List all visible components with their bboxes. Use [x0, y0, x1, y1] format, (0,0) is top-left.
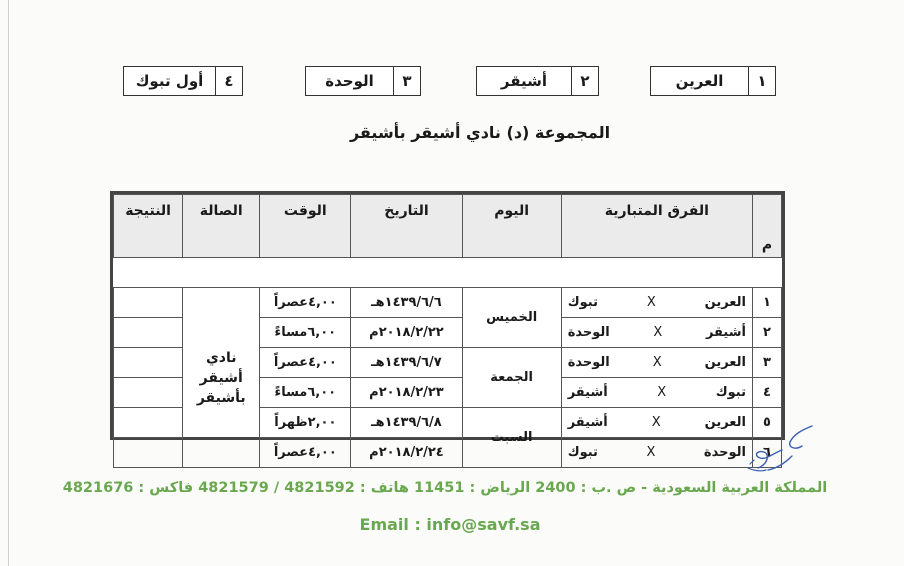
team-number: ٢ — [571, 67, 598, 95]
match-teams — [561, 288, 752, 318]
group-title: المجموعة (د) نادي أشيقر بأشيقر — [349, 123, 611, 142]
team-number: ٤ — [215, 67, 242, 95]
match-teams — [561, 378, 752, 408]
away-team: الوحدة — [567, 355, 610, 370]
result-cell — [114, 288, 183, 318]
match-time: ٦,٠٠مساءً — [260, 318, 351, 348]
result-cell — [114, 378, 183, 408]
match-time: ٤,٠٠عصراً — [260, 288, 351, 318]
date-hijri: ١٤٣٩/٦/٧هـ — [351, 348, 462, 378]
match-number: ٦ — [752, 438, 781, 468]
schedule-table-frame — [110, 191, 785, 460]
date-gregorian: ٢٠١٨/٢/٢٢م — [351, 318, 462, 348]
date-gregorian: ٢٠١٨/٢/٢٤م — [351, 438, 462, 468]
signature — [742, 420, 822, 480]
match-number: ٥ — [752, 408, 781, 438]
vs-mark: X — [652, 355, 662, 370]
vs-mark: X — [651, 415, 661, 430]
match-day: السبت — [462, 408, 561, 468]
result-cell — [114, 438, 183, 468]
match-teams — [561, 438, 752, 468]
match-time: ٦,٠٠مساءً — [260, 378, 351, 408]
table-header-row — [114, 195, 782, 258]
result-cell — [114, 408, 183, 438]
table-row — [114, 288, 782, 318]
table-spacer — [114, 258, 782, 288]
team-name: أشيقر — [500, 72, 548, 90]
schedule-table — [113, 194, 782, 468]
home-team: العرين — [704, 295, 746, 310]
vs-mark: X — [646, 295, 656, 310]
header-m: م — [752, 195, 781, 258]
vs-mark: X — [653, 325, 663, 340]
match-number: ٢ — [752, 318, 781, 348]
team-name: الوحدة — [325, 72, 374, 90]
match-teams — [561, 318, 752, 348]
vs-mark: X — [646, 445, 656, 460]
team-box-3 — [305, 66, 421, 96]
team-name: أول تبوك — [135, 72, 204, 90]
team-box-1 — [650, 66, 776, 96]
date-gregorian: ٢٠١٨/٢/٢٣م — [351, 378, 462, 408]
match-number: ٤ — [752, 378, 781, 408]
header-time: الوقت — [260, 195, 351, 258]
footer-email: Email : info@savf.sa — [359, 515, 541, 534]
away-team: أشيقر — [567, 415, 608, 430]
home-team: العرين — [704, 355, 746, 370]
header-day: اليوم — [462, 195, 561, 258]
vs-mark: X — [657, 385, 667, 400]
away-team: تبوك — [567, 445, 598, 460]
match-time: ٤,٠٠عصراً — [260, 348, 351, 378]
hall-line: نادي — [205, 349, 237, 366]
match-teams — [561, 348, 752, 378]
team-box-4 — [123, 66, 243, 96]
match-day: الجمعة — [462, 348, 561, 408]
header-hall: الصالة — [183, 195, 260, 258]
team-number: ١ — [748, 67, 775, 95]
hall-line: بأشيقر — [196, 389, 246, 406]
home-team: تبوك — [715, 385, 746, 400]
header-teams: الفرق المتبارية — [561, 195, 752, 258]
header-date: التاريخ — [351, 195, 462, 258]
hall-cell — [183, 288, 260, 468]
date-hijri: ١٤٣٩/٦/٦هـ — [351, 288, 462, 318]
home-team: أشيقر — [705, 325, 746, 340]
page-edge — [8, 0, 9, 566]
footer-address: المملكة العربية السعودية - ص .ب : 2400 الرياض : 11451 هاتف : 4821592 / 4821579 فاكس : 4821676 — [62, 480, 828, 496]
match-number: ٣ — [752, 348, 781, 378]
date-hijri: ١٤٣٩/٦/٨هـ — [351, 408, 462, 438]
team-number: ٣ — [393, 67, 420, 95]
team-name: العرين — [675, 72, 724, 90]
match-teams — [561, 408, 752, 438]
match-time: ٢,٠٠ظهراً — [260, 408, 351, 438]
header-result: النتيجة — [114, 195, 183, 258]
team-box-2 — [476, 66, 599, 96]
match-day: الخميس — [462, 288, 561, 348]
home-team: الوحدة — [703, 445, 746, 460]
away-team: أشيقر — [567, 385, 608, 400]
match-time: ٤,٠٠عصراً — [260, 438, 351, 468]
hall-line: أشيقر — [199, 369, 243, 386]
away-team: الوحدة — [567, 325, 610, 340]
away-team: تبوك — [567, 295, 598, 310]
match-number: ١ — [752, 288, 781, 318]
result-cell — [114, 318, 183, 348]
home-team: العرين — [704, 415, 746, 430]
result-cell — [114, 348, 183, 378]
